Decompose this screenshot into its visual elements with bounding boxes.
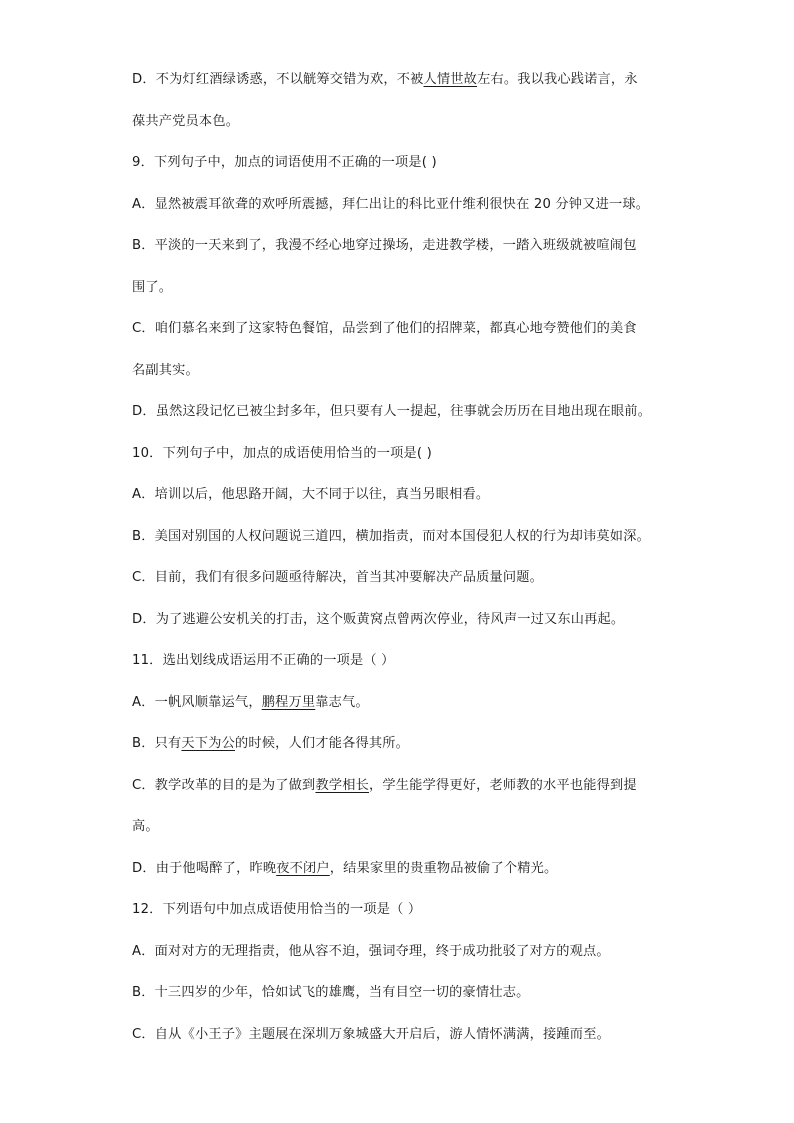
- question-11-option-b: B．只有天下为公的时候，人们才能各得其所。: [132, 736, 410, 751]
- question-11-title: 11．选出划线成语运用不正确的一项是（ ）: [132, 653, 395, 668]
- question-10-option-d: D．为了逃避公安机关的打击，这个贩黄窝点曾两次停业，待风声一过又东山再起。: [132, 612, 625, 627]
- question-10-title: 10．下列句子中，加点的成语使用恰当的一项是( ): [132, 446, 433, 461]
- question-10-option-c: C．目前，我们有很多问题亟待解决，首当其冲要解决产品质量问题。: [132, 570, 544, 585]
- question-9-title: 9．下列句子中，加点的词语使用不正确的一项是( ): [132, 155, 437, 170]
- question-11-option-a: A．一帆风顺靠运气，鹏程万里靠志气。: [132, 695, 369, 710]
- question-9-option-a: A．显然被震耳欲聋的欢呼所震撼，拜仁出让的科比亚什维利很快在 20 分钟又进一球。: [132, 197, 650, 212]
- underlined-phrase: 教学相长: [315, 778, 370, 793]
- question-9-option-d: D．虽然这段记忆已被尘封多年，但只要有人一提起，往事就会历历在目地出现在眼前。: [132, 404, 652, 419]
- question-9-option-c-continuation: 名副其实。: [132, 363, 199, 378]
- question-12-option-b: B．十三四岁的少年，恰如试飞的雄鹰，当有目空一切的豪情壮志。: [132, 985, 530, 1000]
- question-11-option-c: C．教学改革的目的是为了做到教学相长，学生能学得更好，老师教的水平也能得到提: [132, 778, 637, 793]
- question-9-option-c: C．咱们慕名来到了这家特色餐馆，品尝到了他们的招牌菜，都真心地夸赞他们的美食: [132, 321, 637, 336]
- question-12-title: 12．下列语句中加点成语使用恰当的一项是（ ）: [132, 902, 422, 917]
- underlined-phrase: 夜不闭户: [276, 861, 330, 876]
- question-9-option-b: B．平淡的一天来到了，我漫不经心地穿过操场，走进教学楼，一踏入班级就被喧闹包: [132, 238, 637, 253]
- question-10-option-b: B．美国对别国的人权问题说三道四，横加指责，而对本国侵犯人权的行为却讳莫如深。: [132, 529, 650, 544]
- option-d-continuation: 葆共产党员本色。: [132, 114, 240, 129]
- question-11-option-c-continuation: 高。: [132, 819, 159, 834]
- question-12-option-a: A．面对对方的无理指责，他从容不迫，强词夺理，终于成功批驳了对方的观点。: [132, 944, 610, 959]
- underlined-phrase: 人情世故: [423, 72, 478, 87]
- option-d-line: D．不为灯红酒绿诱惑，不以觥筹交错为欢，不被人情世故左右。我以我心践诺言，永: [132, 72, 638, 87]
- question-12-option-c: C．自从《小王子》主题展在深圳万象城盛大开启后，游人情怀满满，接踵而至。: [132, 1027, 610, 1042]
- underlined-phrase: 天下为公: [181, 736, 235, 751]
- question-10-option-a: A．培训以后，他思路开阔，大不同于以往，真当另眼相看。: [132, 487, 490, 502]
- underlined-phrase: 鹏程万里: [261, 695, 316, 710]
- question-11-option-d: D．由于他喝醉了，昨晚夜不闭户，结果家里的贵重物品被偷了个精光。: [132, 861, 558, 876]
- question-9-option-b-continuation: 围了。: [132, 280, 173, 295]
